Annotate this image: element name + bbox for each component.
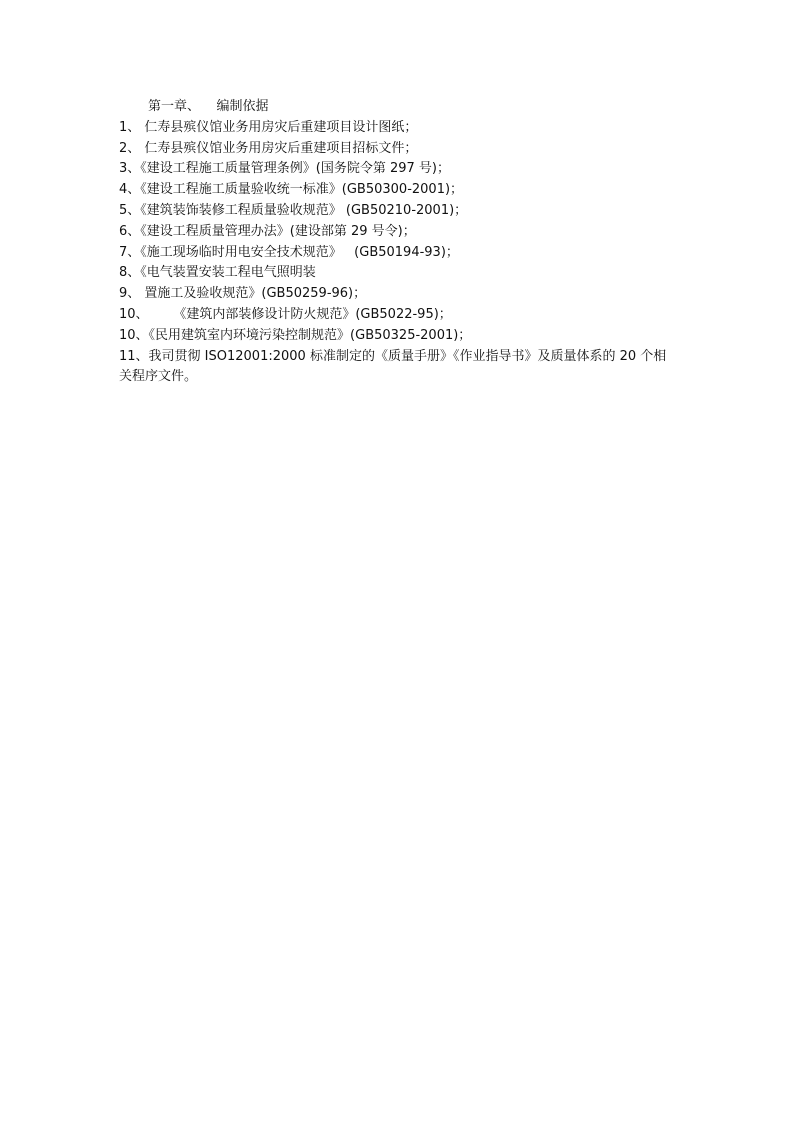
list-item: 2、 仁寿县殡仪馆业务用房灾后重建项目招标文件； [119,140,418,156]
list-item: 3、《建设工程施工质量管理条例》(国务院令第 297 号)； [119,161,450,177]
list-item: 5、《建筑装饰装修工程质量验收规范》 (GB50210-2001)； [119,202,468,218]
chapter-heading: 第一章、 编制依据 [148,99,269,114]
list-item: 7、《施工现场临时用电安全技术规范》 (GB50194-93)； [119,244,459,260]
list-item: 8、《电气装置安装工程电气照明装 [119,265,316,281]
document-body [119,97,679,388]
list-item: 10、《民用建筑室内环境污染控制规范》(GB50325-2001)； [119,327,472,343]
list-item: 4、《建设工程施工质量验收统一标准》(GB50300-2001)； [119,182,464,198]
list-item: 1、 仁寿县殡仪馆业务用房灾后重建项目设计图纸； [119,119,418,135]
list-item: 9、 置施工及验收规范》(GB50259-96)； [119,286,367,302]
list-item: 6、《建设工程质量管理办法》(建设部第 29 号令)； [119,223,416,239]
list-item: 10、 《建筑内部装修设计防火规范》(GB5022-95)； [119,306,452,322]
list-item-final: 11、我司贯彻 ISO12001:2000 标准制定的《质量手册》《作业指导书》及质量体系的 20 个相关程序文件。 [119,348,667,385]
